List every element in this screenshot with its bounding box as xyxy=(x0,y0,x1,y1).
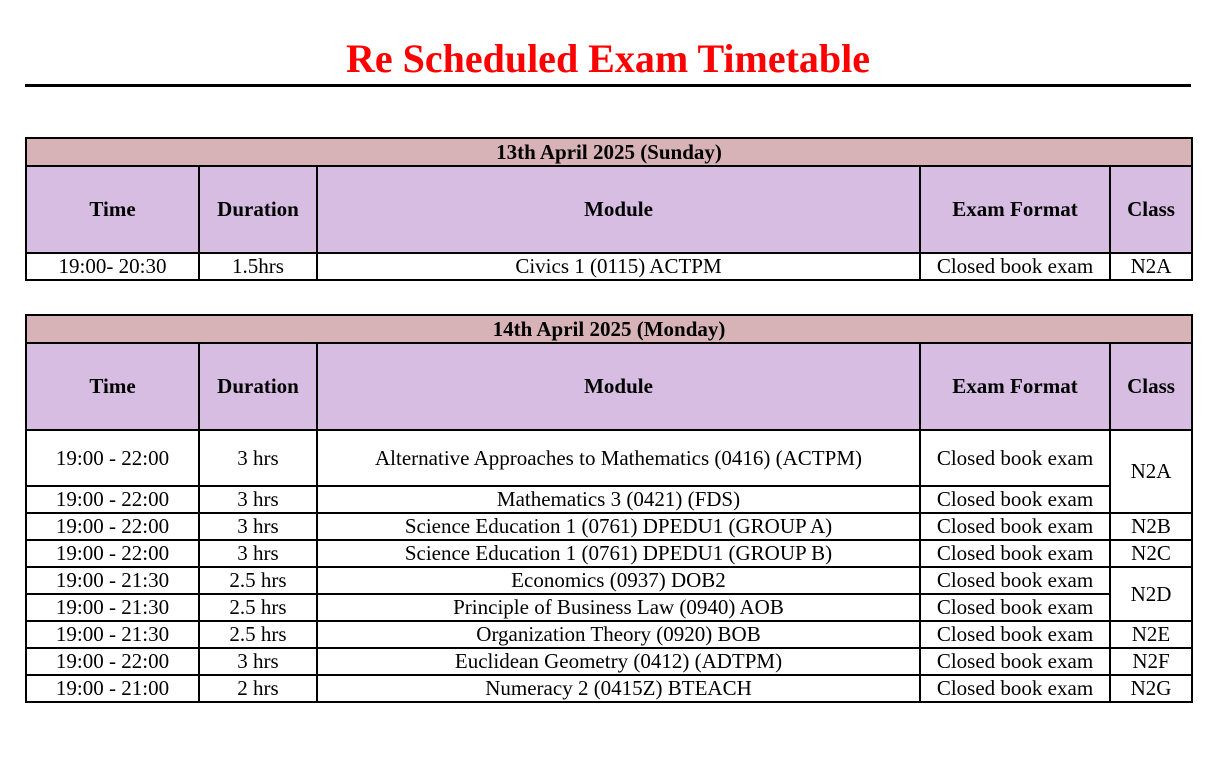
title-underline xyxy=(25,84,1191,87)
cell-module: Science Education 1 (0761) DPEDU1 (GROUP B) xyxy=(317,540,920,567)
cell-format: Closed book exam xyxy=(920,621,1110,648)
cell-time: 19:00 - 22:00 xyxy=(26,430,199,486)
cell-duration: 2 hrs xyxy=(199,675,317,702)
timetable-day-1 xyxy=(25,137,1193,281)
cell-duration: 3 hrs xyxy=(199,513,317,540)
cell-class: N2D xyxy=(1110,567,1192,621)
column-header-time: Time xyxy=(26,343,199,430)
cell-class: N2E xyxy=(1110,621,1192,648)
table-row xyxy=(26,648,1192,675)
cell-module: Mathematics 3 (0421) (FDS) xyxy=(317,486,920,513)
cell-class: N2B xyxy=(1110,513,1192,540)
column-header-format: Exam Format xyxy=(920,166,1110,253)
table-row xyxy=(26,540,1192,567)
cell-duration: 3 hrs xyxy=(199,540,317,567)
column-header-class: Class xyxy=(1110,343,1192,430)
cell-format: Closed book exam xyxy=(920,594,1110,621)
column-header-time: Time xyxy=(26,166,199,253)
cell-class: N2C xyxy=(1110,540,1192,567)
cell-time: 19:00 - 22:00 xyxy=(26,648,199,675)
cell-time: 19:00 - 21:00 xyxy=(26,675,199,702)
cell-class: N2A xyxy=(1110,430,1192,513)
cell-module: Economics (0937) DOB2 xyxy=(317,567,920,594)
table-row xyxy=(26,567,1192,594)
cell-format: Closed book exam xyxy=(920,430,1110,486)
cell-time: 19:00 - 22:00 xyxy=(26,486,199,513)
cell-module: Science Education 1 (0761) DPEDU1 (GROUP A) xyxy=(317,513,920,540)
cell-module: Organization Theory (0920) BOB xyxy=(317,621,920,648)
cell-module: Civics 1 (0115) ACTPM xyxy=(317,253,920,280)
cell-format: Closed book exam xyxy=(920,540,1110,567)
table-row xyxy=(26,513,1192,540)
cell-format: Closed book exam xyxy=(920,675,1110,702)
column-header-class: Class xyxy=(1110,166,1192,253)
cell-format: Closed book exam xyxy=(920,648,1110,675)
cell-duration: 2.5 hrs xyxy=(199,594,317,621)
column-header-row xyxy=(26,166,1192,253)
page-title: Re Scheduled Exam Timetable xyxy=(345,36,871,81)
table-row xyxy=(26,594,1192,621)
column-header-duration: Duration xyxy=(199,343,317,430)
cell-class: N2F xyxy=(1110,648,1192,675)
cell-time: 19:00 - 21:30 xyxy=(26,567,199,594)
column-header-row xyxy=(26,343,1192,430)
cell-time: 19:00- 20:30 xyxy=(26,253,199,280)
date-header-row xyxy=(26,138,1192,166)
cell-duration: 1.5hrs xyxy=(199,253,317,280)
table-row xyxy=(26,675,1192,702)
cell-duration: 2.5 hrs xyxy=(199,621,317,648)
date-header-row xyxy=(26,315,1192,343)
cell-duration: 3 hrs xyxy=(199,430,317,486)
table-row xyxy=(26,253,1192,280)
cell-duration: 3 hrs xyxy=(199,648,317,675)
cell-time: 19:00 - 22:00 xyxy=(26,513,199,540)
cell-module: Alternative Approaches to Mathematics (0416) (ACTPM) xyxy=(317,430,920,486)
cell-format: Closed book exam xyxy=(920,253,1110,280)
table-row xyxy=(26,621,1192,648)
cell-time: 19:00 - 21:30 xyxy=(26,621,199,648)
timetable-day-2 xyxy=(25,314,1193,703)
cell-module: Numeracy 2 (0415Z) BTEACH xyxy=(317,675,920,702)
table-row xyxy=(26,430,1192,486)
column-header-module: Module xyxy=(317,166,920,253)
date-header: 14th April 2025 (Monday) xyxy=(26,315,1192,343)
cell-format: Closed book exam xyxy=(920,567,1110,594)
cell-format: Closed book exam xyxy=(920,486,1110,513)
cell-module: Euclidean Geometry (0412) (ADTPM) xyxy=(317,648,920,675)
cell-time: 19:00 - 21:30 xyxy=(26,594,199,621)
cell-time: 19:00 - 22:00 xyxy=(26,540,199,567)
column-header-module: Module xyxy=(317,343,920,430)
cell-format: Closed book exam xyxy=(920,513,1110,540)
cell-duration: 2.5 hrs xyxy=(199,567,317,594)
cell-duration: 3 hrs xyxy=(199,486,317,513)
cell-module: Principle of Business Law (0940) AOB xyxy=(317,594,920,621)
cell-class: N2A xyxy=(1110,253,1192,280)
date-header: 13th April 2025 (Sunday) xyxy=(26,138,1192,166)
table-row xyxy=(26,486,1192,513)
column-header-format: Exam Format xyxy=(920,343,1110,430)
column-header-duration: Duration xyxy=(199,166,317,253)
cell-class: N2G xyxy=(1110,675,1192,702)
